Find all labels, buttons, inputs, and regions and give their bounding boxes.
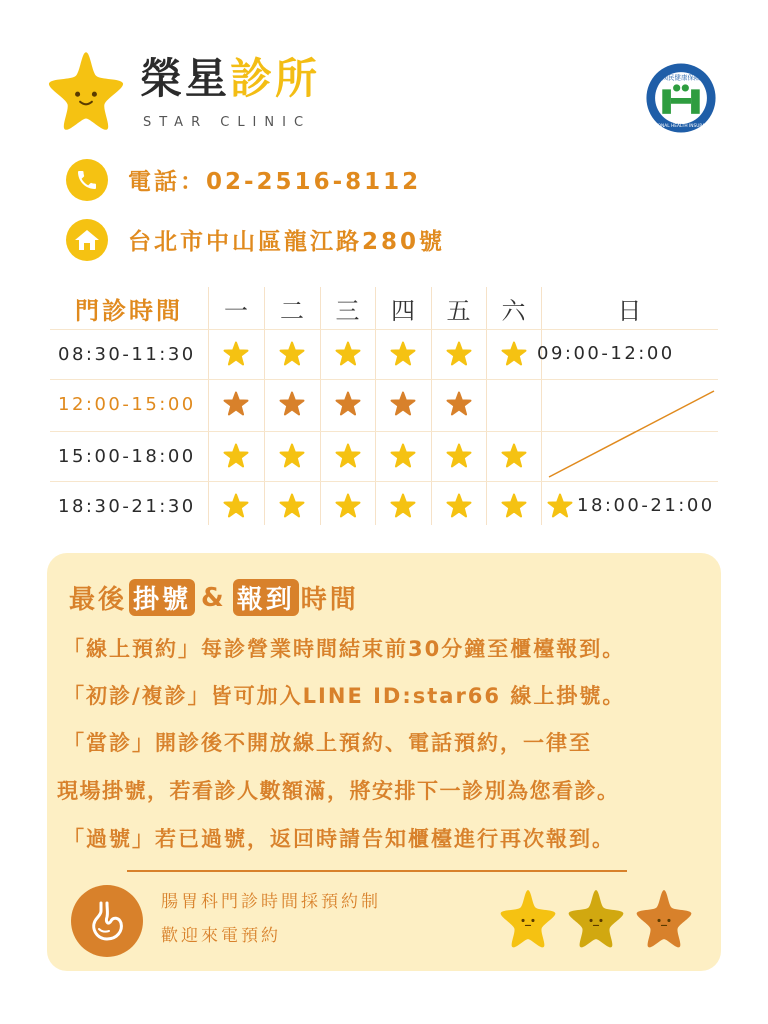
time-slot-label: 12:00-15:00 [58, 393, 196, 415]
open-star-icon [390, 391, 416, 417]
schedule-header-label: 門診時間 [75, 296, 183, 325]
national-health-insurance-logo [645, 62, 717, 134]
day-header: 六 [501, 296, 526, 325]
logo-star-icon [44, 48, 128, 132]
phone-icon [66, 159, 108, 201]
notice-title-prefix: 最後 [69, 585, 128, 615]
mascot-star-yellow-icon [496, 887, 560, 949]
address: 台北市中山區龍江路280號 [128, 229, 446, 255]
notice-line: 「線上預約」每診營業時間結束前30分鐘至櫃檯報到。 [63, 637, 626, 661]
open-star-icon [279, 493, 305, 519]
open-star-icon [223, 443, 249, 469]
notice-title-highlight-1: 掛號 [129, 579, 195, 616]
day-header: 一 [224, 296, 248, 325]
open-star-icon [390, 493, 416, 519]
brand-name [140, 46, 320, 106]
open-star-icon [335, 341, 361, 367]
time-slot-label: 08:30-11:30 [58, 343, 196, 365]
mascot-star-gold-icon [564, 887, 628, 949]
open-star-icon [390, 341, 416, 367]
open-star-icon [446, 493, 472, 519]
home-icon [66, 219, 108, 261]
mascot-star-orange-icon [632, 887, 696, 949]
nhi-logo-en: NATIONAL HEALTH INSURANCE [647, 123, 715, 129]
sunday-closed-line [541, 379, 718, 481]
sunday-hours: 18:00-21:00 [577, 495, 715, 516]
time-slot-label: 18:30-21:30 [58, 495, 196, 517]
notice-divider [127, 870, 627, 872]
sunday-hours: 09:00-12:00 [537, 343, 675, 364]
notice-title [69, 579, 359, 616]
brand-name-part2: 診所 [230, 54, 321, 103]
open-star-icon [446, 391, 472, 417]
notice-line: 現場掛號，若看診人數額滿，將安排下一診別為您看診。 [57, 779, 620, 803]
day-header: 五 [446, 296, 471, 325]
open-star-icon [501, 443, 527, 469]
day-header: 三 [335, 296, 360, 325]
notice-line: 「當診」開診後不開放線上預約、電話預約，一律至 [63, 731, 592, 755]
notice-box [47, 553, 721, 971]
open-star-icon [279, 341, 305, 367]
stomach-icon [71, 885, 143, 957]
open-star-icon [335, 443, 361, 469]
open-star-icon [390, 443, 416, 469]
brand-name-part1: 榮星 [140, 54, 231, 103]
open-star-icon [446, 443, 472, 469]
notice-title-amp: & [201, 582, 227, 613]
open-star-icon [446, 341, 472, 367]
day-header: 二 [280, 296, 304, 325]
gastro-call-note: 歡迎來電預約 [161, 926, 281, 946]
open-star-icon [223, 341, 249, 367]
schedule-table [50, 287, 718, 525]
phone-number[interactable]: 電話：02-2516-8112 [128, 169, 422, 195]
brand-subtitle: STAR CLINIC [143, 115, 312, 130]
notice-title-suffix: 時間 [300, 585, 359, 615]
open-star-icon [279, 391, 305, 417]
open-star-icon [335, 493, 361, 519]
day-header: 四 [391, 296, 415, 325]
time-slot-label: 15:00-18:00 [58, 445, 196, 467]
open-star-icon [279, 443, 305, 469]
open-star-icon [501, 341, 527, 367]
open-star-icon [547, 493, 573, 519]
notice-line: 「初診/複診」皆可加入LINE ID:star66 線上掛號。 [63, 684, 626, 708]
notice-title-highlight-2: 報到 [233, 579, 299, 616]
open-star-icon [335, 391, 361, 417]
open-star-icon [223, 391, 249, 417]
nhi-logo-text: 國民健康保險 [661, 73, 701, 82]
notice-line: 「過號」若已過號，返回時請告知櫃檯進行再次報到。 [63, 827, 615, 851]
open-star-icon [223, 493, 249, 519]
gastro-appointment-note: 腸胃科門診時間採預約制 [161, 892, 381, 912]
day-header: 日 [617, 296, 642, 325]
open-star-icon [501, 493, 527, 519]
